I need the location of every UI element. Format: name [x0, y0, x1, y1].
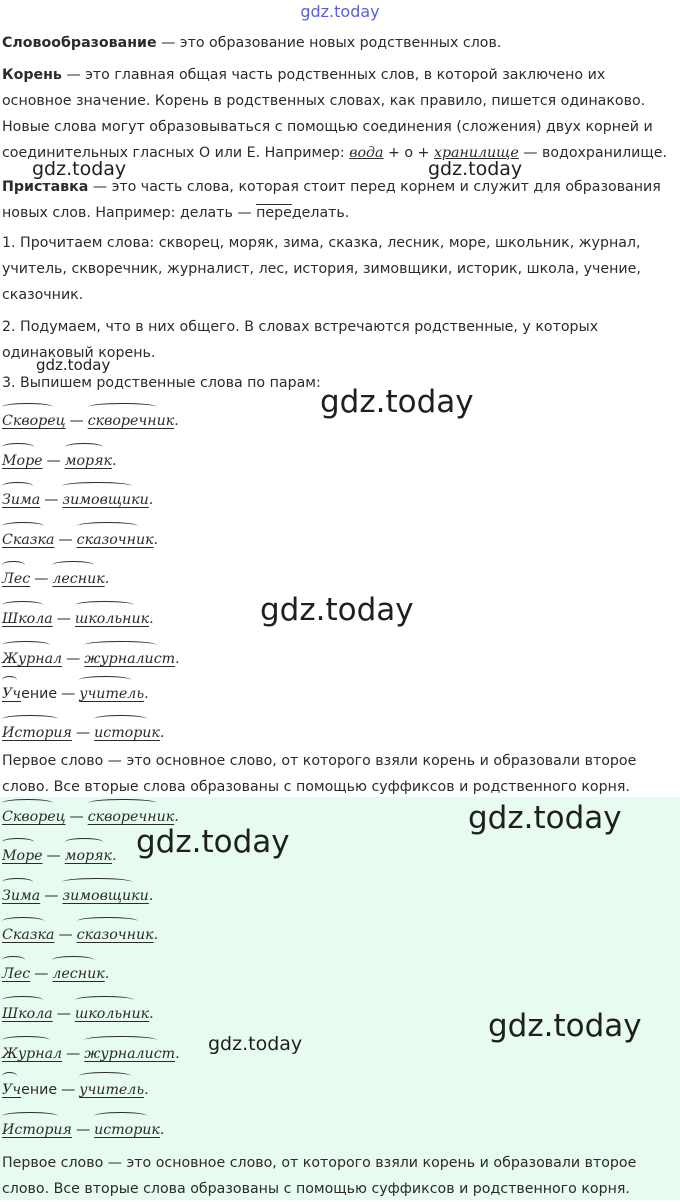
pair-punct: . — [174, 809, 179, 825]
pair-word-b: скворечник — [88, 410, 174, 432]
pair-word-b: школьник — [75, 608, 149, 630]
pair-word-a: Сказка — [2, 529, 54, 551]
pair-row: Скворец — скворечник. — [2, 806, 179, 828]
watermark: gdz.today — [320, 384, 474, 420]
pair-row: История — историк. — [2, 1119, 164, 1141]
watermark: gdz.today — [468, 800, 622, 836]
pair-punct: . — [148, 888, 154, 904]
pair-punct: . — [104, 571, 110, 587]
pair-punct: . — [153, 532, 159, 548]
pair-punct: . — [149, 611, 154, 627]
conclusion-2: Первое слово — это основное слово, от которого взяли корень и образовали второе слово. Все вторые слова образованы с помощью суффиксов и родственного корня. — [2, 1155, 637, 1197]
definition-word-formation — [2, 30, 676, 56]
pair-word-a: Скворец — [2, 806, 66, 828]
example-storage: хранилище — [433, 145, 519, 161]
watermark: gdz.today — [428, 158, 523, 180]
pair-row: Школа — школьник. — [2, 608, 154, 630]
pair-word-a: Море — [2, 450, 43, 472]
pair-word-a: Уч — [2, 683, 21, 705]
pair-punct: . — [112, 848, 117, 864]
example-water: вода — [349, 145, 384, 161]
pair-punct: . — [104, 966, 110, 982]
pair-word-b: зимовщики — [62, 489, 148, 511]
example-result: — водохранилище. — [518, 145, 667, 161]
pair-punct: . — [112, 453, 117, 469]
pair-row: Учение — учитель. — [2, 683, 149, 705]
definition-root-text: — это главная общая часть родственных слов, в которой заключено их основное значение. Корень в родственных словах, как правило, пишется одинаково. Новые слова могут образовываться с помощью соединения (сложения) двух корней и соединительных гласных О или Е. Например: — [2, 67, 653, 161]
task-2: 2. Подумаем, что в них общего. В словах встречаются родственные, у которых одинаковый корень. — [2, 319, 599, 361]
pair-word-a: Зима — [2, 489, 40, 511]
pair-row: Зима — зимовщики. — [2, 885, 153, 907]
task-3: 3. Выпишем родственные слова по парам: — [2, 375, 321, 391]
example-plus: + о + — [383, 145, 434, 161]
pair-word-a-rest: ение — [21, 1082, 58, 1098]
pair-word-b: моряк — [65, 450, 112, 472]
pair-word-a: Сказка — [2, 924, 54, 946]
pair-punct: . — [159, 725, 165, 741]
pair-row: История — историк. — [2, 722, 164, 744]
pair-row: Сказка — сказочник. — [2, 924, 158, 946]
pair-word-b: школьник — [75, 1003, 149, 1025]
watermark: gdz.today — [208, 1033, 303, 1055]
prefix-example: пере — [256, 205, 292, 221]
term-prefix: Приставка — [2, 179, 89, 195]
pair-punct: . — [149, 1006, 154, 1022]
conclusion-1: Первое слово — это основное слово, от которого взяли корень и образовали второе слово. Все вторые слова образованы с помощью суффиксов и родственного корня. — [2, 753, 637, 795]
pair-row: Журнал — журналист. — [2, 1043, 180, 1065]
watermark: gdz.today — [136, 824, 290, 860]
pair-word-b: скворечник — [88, 806, 174, 828]
pair-row: Зима — зимовщики. — [2, 489, 153, 511]
pair-punct: . — [175, 651, 180, 667]
prefix-example-word: делать. — [291, 205, 350, 221]
pair-word-b: учитель — [79, 1079, 144, 1101]
pair-row: Море — моряк. — [2, 450, 117, 472]
pair-row: Журнал — журналист. — [2, 648, 180, 670]
pair-punct: . — [144, 1082, 149, 1098]
pair-word-a: Скворец — [2, 410, 66, 432]
pair-word-a: Лес — [2, 568, 30, 590]
pair-word-b: историк — [94, 1119, 160, 1141]
pair-word-a: Лес — [2, 963, 30, 985]
pair-word-b: лесник — [52, 568, 104, 590]
pair-punct: . — [144, 686, 149, 702]
pair-punct: . — [153, 927, 159, 943]
pair-row: Лес — лесник. — [2, 568, 109, 590]
watermark: gdz.today — [488, 1008, 642, 1044]
pair-word-a-rest: ение — [21, 686, 58, 702]
watermark: gdz.today — [260, 592, 414, 628]
pair-word-a: Журнал — [2, 1043, 62, 1065]
pair-word-b: историк — [94, 722, 160, 744]
watermark: gdz.today — [32, 158, 127, 180]
pair-row: Скворец — скворечник. — [2, 410, 179, 432]
pair-word-a: История — [2, 722, 72, 744]
pair-word-b: зимовщики — [62, 885, 148, 907]
pair-word-b: лесник — [52, 963, 104, 985]
definition-prefix-text: — это часть слова, которая стоит перед корнем и служит для образования новых слов. Например: делать — — [2, 179, 661, 221]
pair-row: Школа — школьник. — [2, 1003, 154, 1025]
definition-root — [2, 62, 676, 166]
pair-word-b: журналист — [84, 1043, 175, 1065]
term-word-formation: Словообразование — [2, 35, 157, 51]
pair-punct: . — [174, 413, 179, 429]
pair-word-b: сказочник — [77, 924, 154, 946]
pair-word-b: моряк — [65, 845, 112, 867]
pair-punct: . — [159, 1122, 165, 1138]
pair-word-a: Школа — [2, 608, 53, 630]
pair-punct: . — [175, 1046, 180, 1062]
pair-word-a: Журнал — [2, 648, 62, 670]
pair-word-a: Зима — [2, 885, 40, 907]
definition-prefix — [2, 174, 676, 226]
definition-word-formation-text: — это образование новых родственных слов. — [156, 35, 502, 51]
watermark: gdz.today — [36, 356, 111, 374]
pair-row: Море — моряк. — [2, 845, 117, 867]
pair-word-a: Море — [2, 845, 43, 867]
pair-row: Сказка — сказочник. — [2, 529, 158, 551]
pair-word-a: Школа — [2, 1003, 53, 1025]
pair-punct: . — [148, 492, 154, 508]
pair-word-b: сказочник — [77, 529, 154, 551]
pair-word-b: учитель — [79, 683, 144, 705]
task-1: 1. Прочитаем слова: скворец, моряк, зима, сказка, лесник, море, школьник, журнал, учитель, скворечник, журналист, лес, история, зимовщики, историк, школа, учение, сказочник. — [2, 235, 641, 303]
pair-word-a: История — [2, 1119, 72, 1141]
site-brand: gdz.today — [300, 2, 380, 21]
pair-row: Лес — лесник. — [2, 963, 109, 985]
pair-word-a: Уч — [2, 1079, 21, 1101]
term-root: Корень — [2, 67, 62, 83]
pair-word-b: журналист — [84, 648, 175, 670]
pair-row: Учение — учитель. — [2, 1079, 149, 1101]
